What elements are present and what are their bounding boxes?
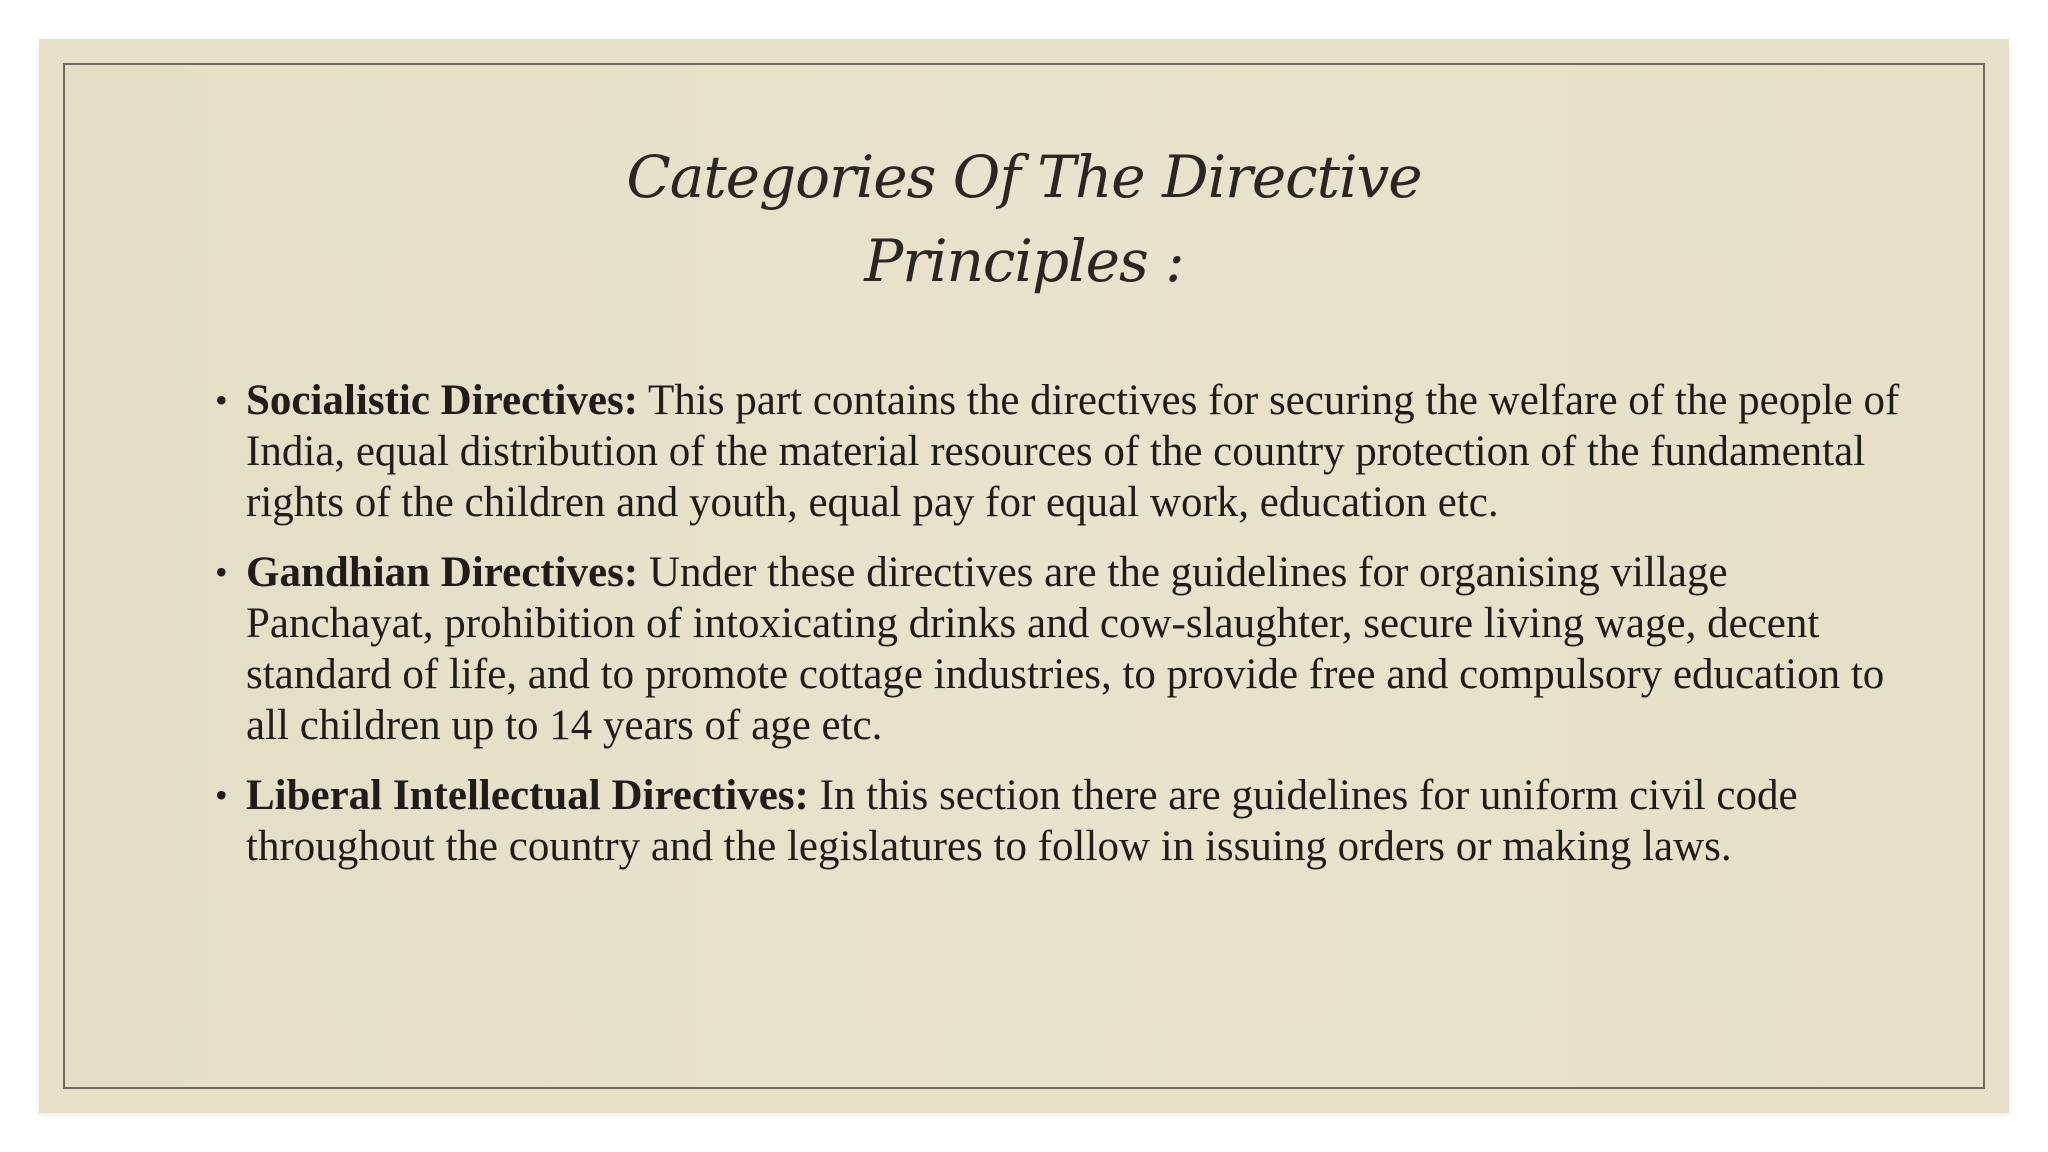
slide (39, 39, 2009, 1113)
bullet-item-gandhian (215, 547, 1915, 751)
bullet-dot-icon: • (215, 552, 228, 592)
slide-title (574, 135, 1474, 303)
bullet-text: Under these directives are the guidelines for organising village Panchayat, prohibition of intoxicating drinks and cow-slaughter, secure living wage, decent standard of life, and to promote cottage industries, to provide free and compulsory education to all children up to 14 years of age etc. (246, 549, 1885, 749)
bullet-term: Liberal Intellectual Directives: (246, 772, 809, 819)
title-line-1: Categories Of The Directive (626, 143, 1422, 211)
bullet-list (215, 375, 1915, 891)
bullet-item-liberal-intellectual (215, 770, 1915, 872)
bullet-dot-icon: • (215, 380, 228, 420)
title-line-2: Principles : (864, 227, 1184, 295)
bullet-text: In this section there are guidelines for uniform civil code throughout the country and the legislatures to follow in issuing orders or making laws. (246, 772, 1798, 870)
bullet-term: Gandhian Directives: (246, 549, 639, 596)
slide-frame (63, 63, 1985, 1089)
bullet-item-socialistic (215, 375, 1915, 528)
bullet-text: This part contains the directives for securing the welfare of the people of India, equal distribution of the material resources of the country protection of the fundamental rights of the children and youth, equal pay for equal work, education etc. (246, 377, 1900, 526)
bullet-term: Socialistic Directives: (246, 377, 639, 424)
bullet-dot-icon: • (215, 775, 228, 815)
